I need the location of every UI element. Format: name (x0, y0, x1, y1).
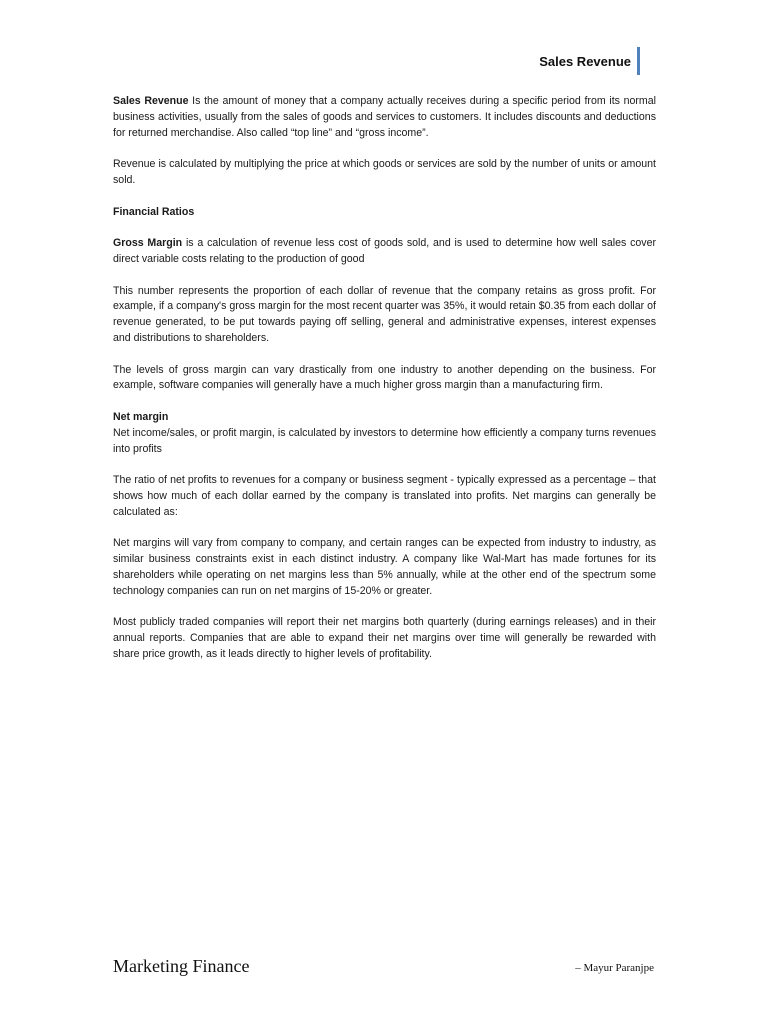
document-body (113, 94, 656, 678)
paragraph-gross-margin-example: This number represents the proportion of each dollar of revenue that the company retains as gross profit. For example, if a company's gross margin for the most recent quarter was 35%, it would retain $0.35 from each dollar of revenue generated, to be put towards paying off selling, general and administrative expenses, interest expenses and distributions to shareholders. (113, 284, 656, 344)
paragraph-revenue-calculation: Revenue is calculated by multiplying the price at which goods or services are sold by the number of units or amount sold. (113, 158, 656, 186)
paragraph-sales-revenue (113, 94, 656, 141)
paragraph-net-margin-definition: Net income/sales, or profit margin, is calculated by investors to determine how efficiently a company turns revenues into profits (113, 426, 656, 455)
paragraph-gross-margin (113, 236, 656, 268)
heading-financial-ratios: Financial Ratios (113, 205, 195, 218)
term-gross-margin: Gross Margin (113, 237, 183, 250)
footer-author: – Mayur Paranjpe (575, 962, 654, 974)
heading-net-margin: Net margin (113, 410, 169, 423)
paragraph-net-margin-industry: Net margins will vary from company to company, and certain ranges can be expected from industry to industry, as similar business constraints exist in each distinct industry. A company like Wal-Mart has made fortunes for its shareholders while operating on net margins less than 5% annually, while at the other end of the spectrum some technology companies can run on net margins of 15-20% or greater. (113, 537, 656, 597)
paragraph-net-margin-reporting: Most publicly traded companies will report their net margins both quarterly (during earnings releases) and in their annual reports. Companies that are able to expand their net margins over time will generally be rewarded with share price growth, as it leads directly to higher levels of profitability. (113, 616, 656, 660)
paragraph-text: is a calculation of revenue less cost of goods sold, and is used to determine how well sales cover direct variable costs relating to the production of good (113, 237, 656, 265)
paragraph-text: Is the amount of money that a company actually receives during a specific period from its normal business activities, usually from the sales of goods and services to customers. It includes discounts and deductions for returned merchandise. Also called “top line” and “gross income”. (113, 95, 656, 139)
paragraph-net-margin-ratio: The ratio of net profits to revenues for a company or business segment - typically expressed as a percentage – that shows how much of each dollar earned by the company is translated into profits. Net margins can generally be calculated as: (113, 474, 656, 518)
paragraph-gross-margin-levels: The levels of gross margin can vary drastically from one industry to another depending on the business. For example, software companies will generally have a much higher gross margin than a manufacturing firm. (113, 363, 656, 392)
header-accent-rule (637, 47, 640, 75)
footer-title: Marketing Finance (113, 956, 250, 976)
page-header (539, 46, 640, 76)
header-title: Sales Revenue (539, 53, 631, 69)
term-sales-revenue: Sales Revenue (113, 95, 189, 107)
